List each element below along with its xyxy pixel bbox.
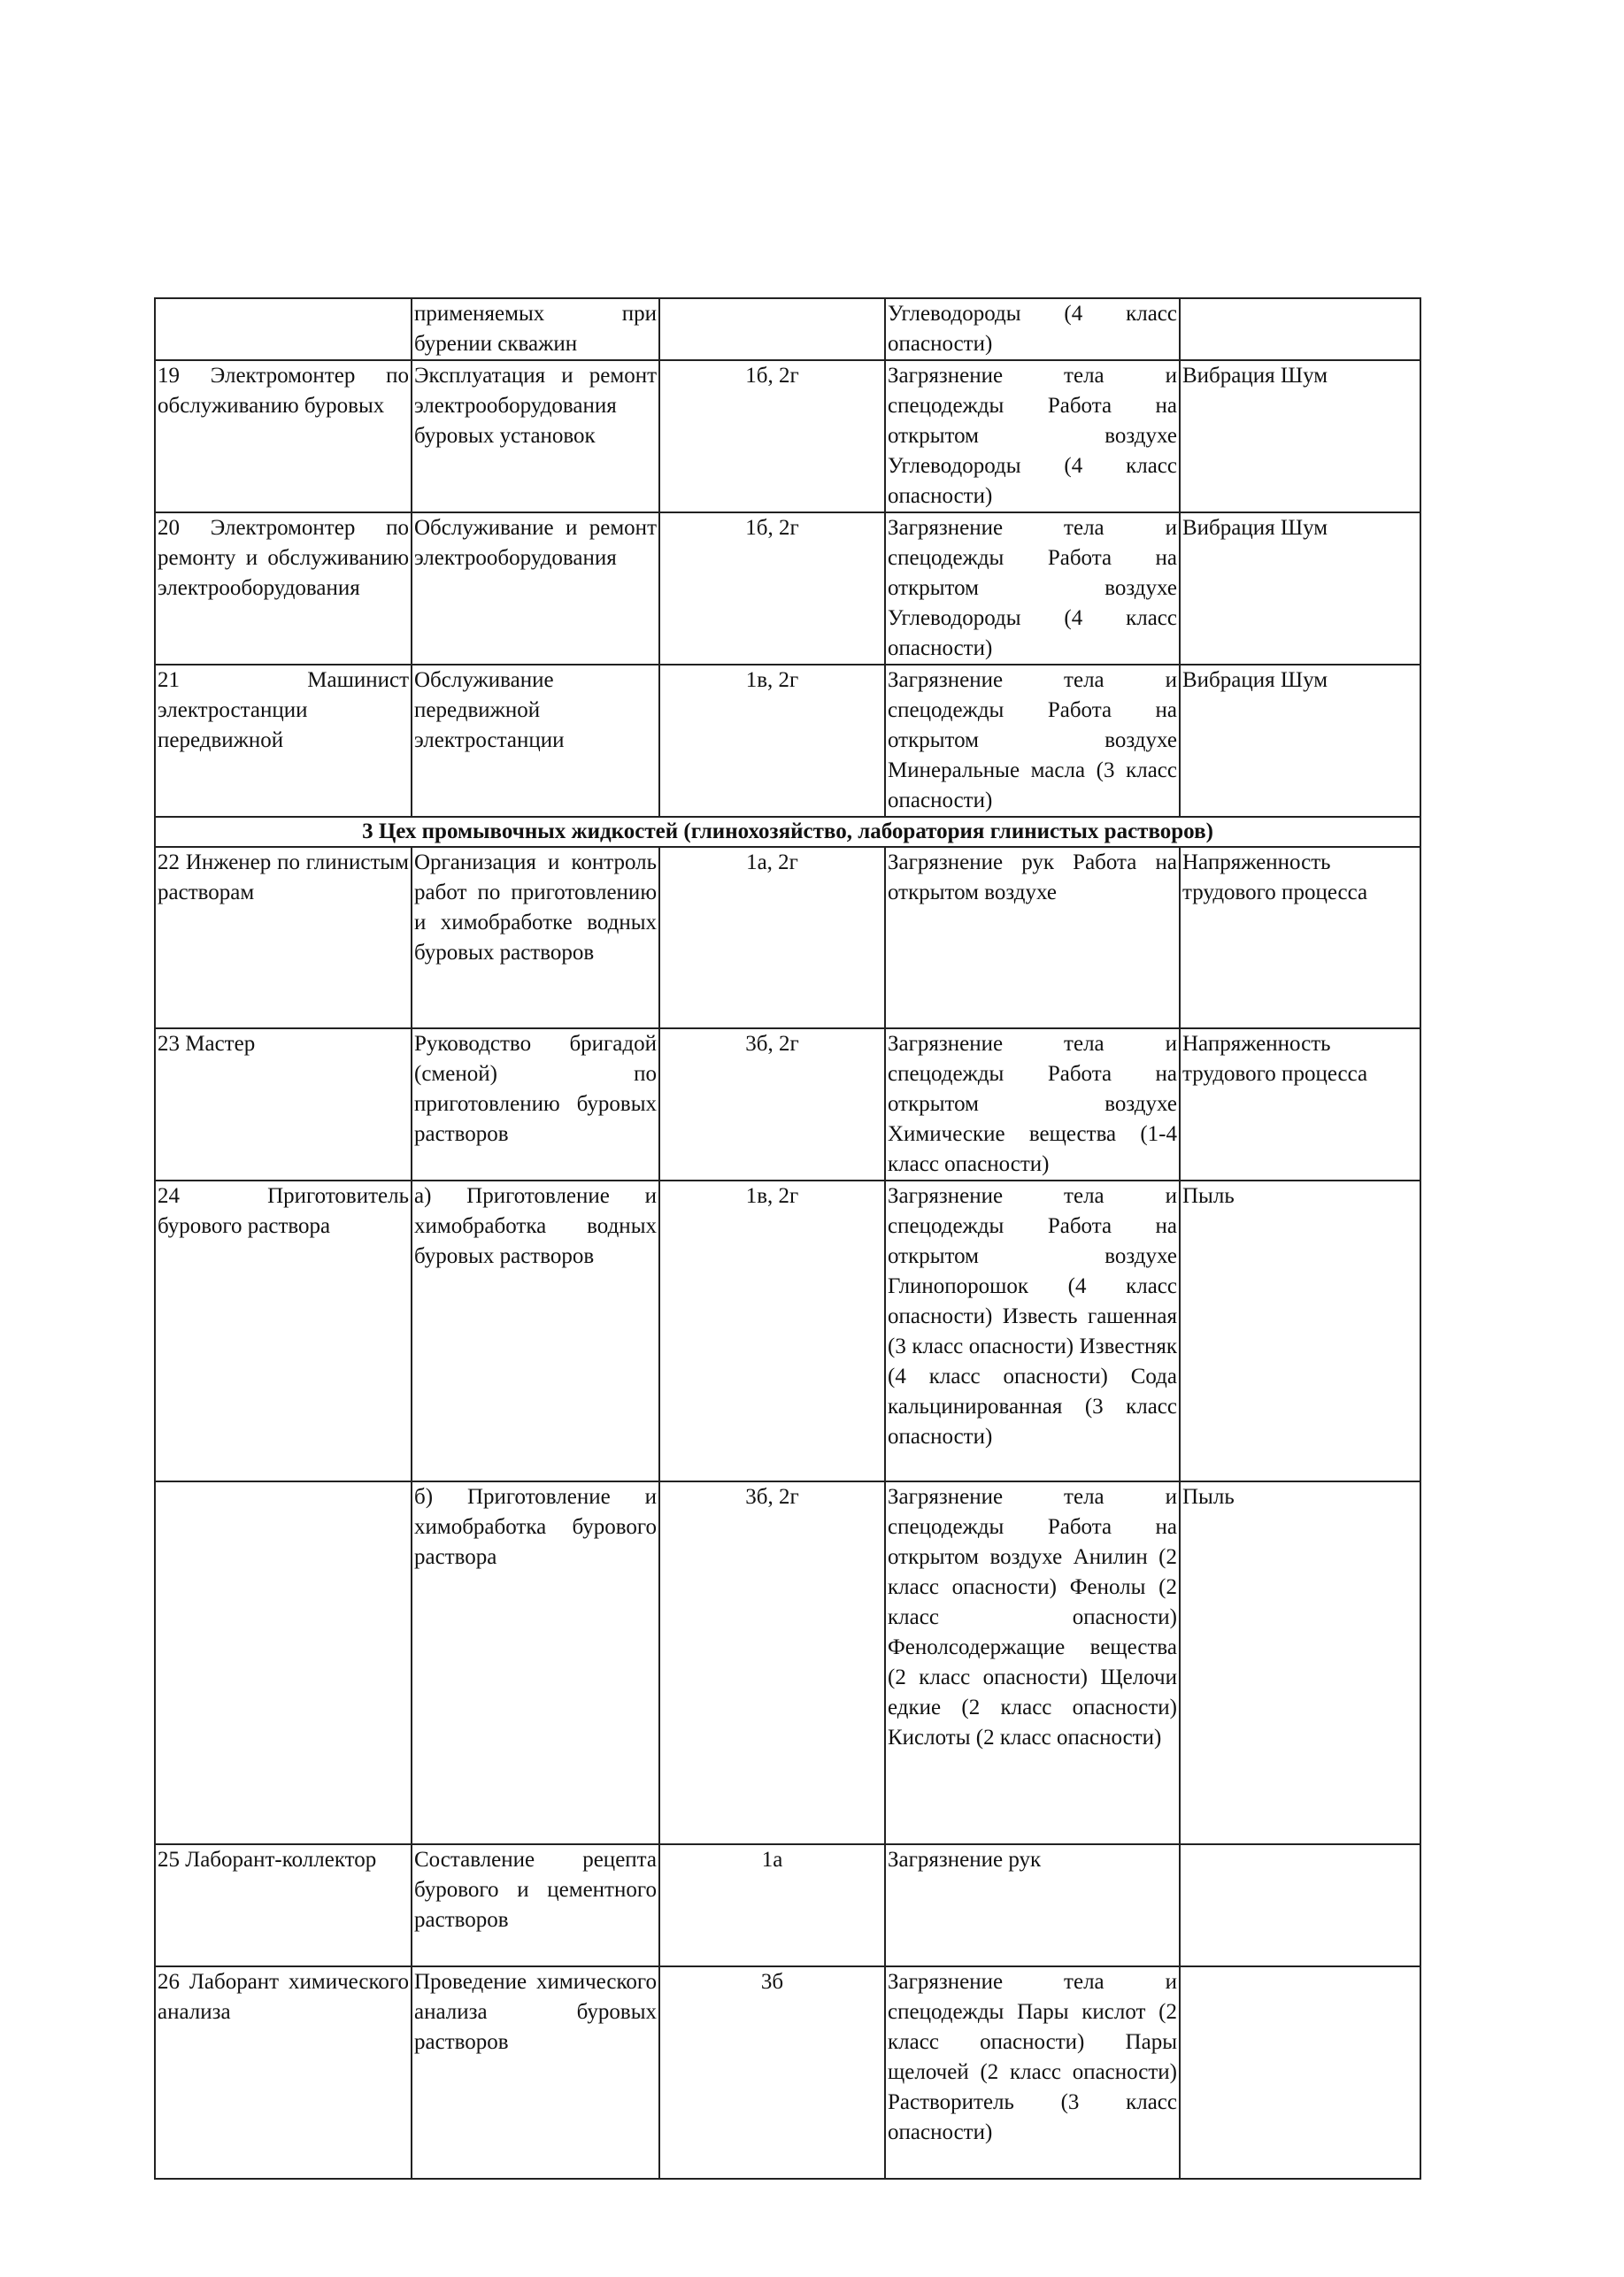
table-row	[155, 1028, 1420, 1181]
table-row	[155, 298, 1420, 360]
hazard-factors-cell: Загрязнение тела и спецодежды Пары кислот (2 класс опасности) Пары щелочей (2 класс опасности) Растворитель (3 класс опасности)	[885, 1966, 1180, 2179]
work-description-cell: Руководство бригадой (сменой) по приготовлению буровых растворов	[412, 1028, 659, 1181]
work-description-cell: применяемых при бурении скважин	[412, 298, 659, 360]
hazard-class-cell: 3б, 2г	[659, 1481, 885, 1844]
work-description-cell: Проведение химического анализа буровых растворов	[412, 1966, 659, 2179]
table-row	[155, 1844, 1420, 1966]
additional-factors-cell: Пыль	[1180, 1481, 1420, 1844]
table-row	[155, 360, 1420, 512]
hazard-class-cell: 1в, 2г	[659, 1181, 885, 1481]
profession-cell: 19 Электромонтер по обслуживанию буровых	[155, 360, 412, 512]
hazard-table	[154, 297, 1421, 2180]
table-row	[155, 665, 1420, 817]
hazard-class-cell: 1а, 2г	[659, 847, 885, 1028]
hazard-factors-cell: Углеводороды (4 класс опасности)	[885, 298, 1180, 360]
profession-cell: 25 Лаборант-коллектор	[155, 1844, 412, 1966]
additional-factors-cell: Вибрация Шум	[1180, 512, 1420, 665]
section-header-body	[155, 817, 1420, 847]
profession-cell: 22 Инженер по глинистым растворам	[155, 847, 412, 1028]
hazard-class-cell: 1а	[659, 1844, 885, 1966]
hazard-factors-cell: Загрязнение тела и спецодежды Работа на открытом воздухе Минеральные масла (3 класс опасности)	[885, 665, 1180, 817]
profession-cell: 20 Электромонтер по ремонту и обслуживанию электрооборудования	[155, 512, 412, 665]
hazard-factors-cell: Загрязнение тела и спецодежды Работа на открытом воздухе Химические вещества (1-4 класс опасности)	[885, 1028, 1180, 1181]
additional-factors-cell: Напряженность трудового процесса	[1180, 1028, 1420, 1181]
hazard-class-cell: 3б, 2г	[659, 1028, 885, 1181]
profession-cell: 26 Лаборант химического анализа	[155, 1966, 412, 2179]
hazard-factors-cell: Загрязнение тела и спецодежды Работа на открытом воздухе Анилин (2 класс опасности) Фенолы (2 класс опасности) Фенолсодержащие вещества (2 класс опасности) Щелочи едкие (2 класс опасности) Кислоты (2 класс опасности)	[885, 1481, 1180, 1844]
additional-factors-cell	[1180, 1966, 1420, 2179]
additional-factors-cell: Вибрация Шум	[1180, 665, 1420, 817]
hazard-factors-cell: Загрязнение тела и спецодежды Работа на открытом воздухе Глинопорошок (4 класс опасности) Известь гашенная (3 класс опасности) Известняк (4 класс опасности) Сода кальцинированная (3 класс опасности)	[885, 1181, 1180, 1481]
profession-cell	[155, 298, 412, 360]
section-header: 3 Цех промывочных жидкостей (глинохозяйство, лаборатория глинистых растворов)	[155, 817, 1420, 847]
work-description-cell: Эксплуатация и ремонт электрооборудования буровых установок	[412, 360, 659, 512]
profession-cell: 24 Приготовитель бурового раствора	[155, 1181, 412, 1481]
additional-factors-cell: Вибрация Шум	[1180, 360, 1420, 512]
hazard-class-cell: 1б, 2г	[659, 512, 885, 665]
hazard-factors-cell: Загрязнение рук Работа на открытом воздухе	[885, 847, 1180, 1028]
hazard-class-cell	[659, 298, 885, 360]
work-description-cell: Обслуживание и ремонт электрооборудования	[412, 512, 659, 665]
table-row	[155, 1181, 1420, 1481]
work-description-cell: а) Приготовление и химобработка водных буровых растворов	[412, 1181, 659, 1481]
hazard-factors-cell: Загрязнение рук	[885, 1844, 1180, 1966]
hazard-factors-cell: Загрязнение тела и спецодежды Работа на открытом воздухе Углеводороды (4 класс опасности)	[885, 512, 1180, 665]
additional-factors-cell: Напряженность трудового процесса	[1180, 847, 1420, 1028]
table-body-bottom	[155, 847, 1420, 2179]
additional-factors-cell	[1180, 298, 1420, 360]
table-row	[155, 1966, 1420, 2179]
hazard-factors-cell: Загрязнение тела и спецодежды Работа на открытом воздухе Углеводороды (4 класс опасности)	[885, 360, 1180, 512]
table-row	[155, 512, 1420, 665]
work-description-cell: Обслуживание передвижной электростанции	[412, 665, 659, 817]
table-row	[155, 847, 1420, 1028]
hazard-class-cell: 1в, 2г	[659, 665, 885, 817]
profession-cell: 21 Машинист электростанции передвижной	[155, 665, 412, 817]
hazard-class-cell: 1б, 2г	[659, 360, 885, 512]
profession-cell	[155, 1481, 412, 1844]
additional-factors-cell: Пыль	[1180, 1181, 1420, 1481]
hazard-class-cell: 3б	[659, 1966, 885, 2179]
work-description-cell: б) Приготовление и химобработка бурового раствора	[412, 1481, 659, 1844]
profession-cell: 23 Мастер	[155, 1028, 412, 1181]
table-row	[155, 1481, 1420, 1844]
additional-factors-cell	[1180, 1844, 1420, 1966]
table-body-top	[155, 298, 1420, 817]
work-description-cell: Составление рецепта бурового и цементного растворов	[412, 1844, 659, 1966]
work-description-cell: Организация и контроль работ по приготовлению и химобработке водных буровых растворов	[412, 847, 659, 1028]
section-header-row	[155, 817, 1420, 847]
